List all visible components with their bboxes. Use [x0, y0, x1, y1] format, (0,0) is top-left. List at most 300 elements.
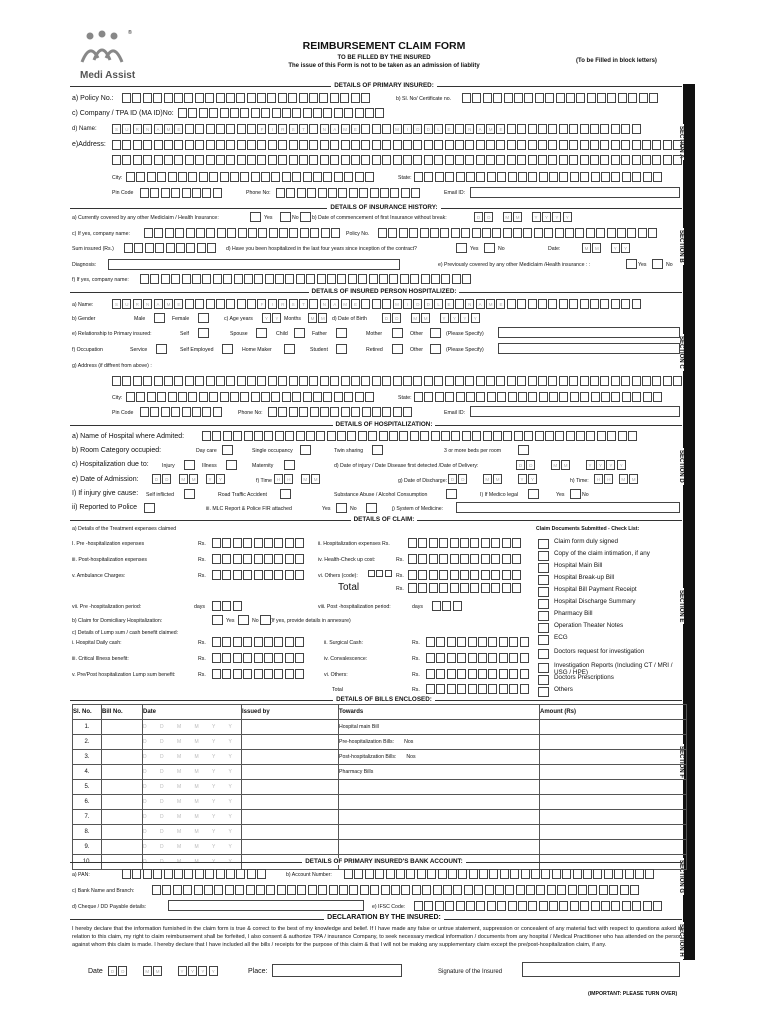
slno-label: b) Sl. No/ Certificate no. [396, 96, 452, 102]
female-checkbox[interactable] [198, 313, 209, 323]
prepost-lump-label: v. Pre/Post hospitalization Lump sum benefit: [72, 672, 176, 678]
c-phone-boxes[interactable] [268, 407, 413, 417]
tpa-label: c) Company / TPA ID (MA ID)No: [72, 110, 174, 117]
total-amount-boxes[interactable] [408, 583, 522, 593]
checklist-item-label: Hospital Main Bill [554, 562, 603, 569]
rel-mother-checkbox[interactable] [392, 328, 403, 338]
bill-towards-text: Post-hospitalization Bills: [339, 754, 397, 760]
dob-label: d) Date of Birth [332, 316, 367, 322]
discharge-label: g) Date of Discharge: [398, 478, 448, 484]
bill-date-cell[interactable]: D D M M Y Y [143, 735, 242, 750]
bill-issued-by-cell[interactable] [242, 735, 339, 750]
bill-issued-by-cell[interactable] [242, 810, 339, 825]
bill-amount-cell[interactable] [540, 840, 687, 855]
room-three-label: 3 or more beds per room [444, 448, 502, 454]
bill-row [73, 840, 687, 855]
f-company-boxes[interactable] [140, 274, 473, 284]
due-illness-checkbox[interactable] [226, 460, 237, 470]
turn-over-note: (IMPORTANT: PLEASE TURN OVER) [588, 991, 678, 997]
bill-towards-cell[interactable] [339, 735, 540, 750]
ifsc-label: e) IFSC Code: [372, 904, 406, 910]
phone-label: Phone No: [246, 190, 271, 196]
injury-cause-label: I) If injury give cause: [72, 490, 139, 497]
bill-amount-cell[interactable] [540, 795, 687, 810]
bill-row [73, 795, 687, 810]
bill-towards-cell[interactable] [339, 840, 540, 855]
bill-row [73, 750, 687, 765]
covered-yes-checkbox[interactable] [250, 212, 261, 222]
police-checkbox[interactable] [144, 503, 155, 513]
checklist-checkbox[interactable] [538, 551, 549, 561]
col-slno: Sl. No. [73, 705, 102, 720]
c-city-boxes[interactable] [126, 392, 375, 402]
hospitalized-no-label: No [498, 246, 505, 252]
bill-no-cell[interactable] [102, 720, 143, 735]
lumpsum-label: c) Details of Lump sum / cash benefit claimed: [72, 630, 179, 636]
occ-student-checkbox[interactable] [336, 344, 347, 354]
covered-no-box[interactable] [300, 212, 311, 222]
occ-specify-field[interactable] [498, 343, 680, 354]
post-hosp-label: iii. Post-hospitalization expenses [72, 557, 147, 563]
checklist-item-label: Hospital Discharge Summary [554, 598, 636, 605]
admission-label: e) Date of Admission: [72, 476, 139, 483]
pre-period-days: days [194, 604, 205, 610]
bill-sl-no: 4. [73, 765, 102, 780]
side-label-b: SECTION B [678, 230, 684, 263]
occ-retired-checkbox[interactable] [392, 344, 403, 354]
bill-no-cell[interactable] [102, 765, 143, 780]
place-field[interactable] [272, 964, 402, 977]
bill-issued-by-cell[interactable] [242, 765, 339, 780]
name-label: d) Name: [72, 126, 97, 132]
c-state-boxes[interactable] [414, 392, 663, 402]
medico-yes-checkbox[interactable] [570, 489, 581, 499]
bill-towards-cell[interactable] [339, 795, 540, 810]
declaration-text: I hereby declare that the information furnished in the claim form is true & correct to the best of my knowledge and belief. If I have made any false or untrue statement, suppression or concealent of any material fact with respect to questions asked in relation to this claim, my right to claim reimbursement shall be forfeited, I also consent & authorize TPA / insurance Company, to seek necessary medical information / documents from any hospital / Medical Practitioner who has attended on the person against whom this claim is made. I hereby declare that I have included all the bills / receipts for the purpose of this claim & that I will not be making any supplementary claim except the pre/post-hospitalization claim, if any. [72, 926, 682, 948]
bill-date-cell[interactable]: D D M M Y Y [143, 810, 242, 825]
due-maternity-checkbox[interactable] [284, 460, 295, 470]
state-boxes[interactable] [414, 172, 663, 182]
checklist-checkbox[interactable] [538, 675, 549, 685]
convalescence-rs: Rs. [412, 656, 420, 662]
medico-legal-checkbox[interactable] [528, 489, 539, 499]
section-b-heading: DETAILS OF INSURANCE HISTORY: [0, 204, 768, 211]
rel-child-label: Child [276, 331, 288, 337]
dob-boxes[interactable]: D D M M Y Y Y Y [382, 313, 481, 323]
side-label-d: SECTION D [678, 450, 684, 483]
hospital-name-label: a) Name of Hospital where Admited: [72, 433, 185, 440]
bill-sl-no: 10. [73, 855, 102, 870]
occ-service-checkbox[interactable] [156, 344, 167, 354]
pincode-label: Pin Code [112, 190, 134, 196]
block-letters-note: (To be Filled in block letters) [576, 58, 657, 64]
ambulance-rs: Rs. [198, 573, 206, 579]
others-code-label: vi. Others (code): [318, 573, 358, 579]
section-g-heading: DETAILS OF PRIMARY INSURED'S BANK ACCOUNT: [0, 858, 768, 865]
col-billno: Bill No. [102, 705, 143, 720]
room-three-checkbox[interactable] [518, 445, 529, 455]
age-years-boxes[interactable]: Y Y [262, 313, 283, 323]
bill-towards-cell[interactable] [339, 765, 540, 780]
bill-sl-no: 1. [73, 720, 102, 735]
checklist-checkbox[interactable] [538, 635, 549, 645]
domiciliary-yes-box[interactable] [212, 615, 223, 625]
bill-towards-cell[interactable] [339, 780, 540, 795]
critical-illness-rs: Rs. [198, 656, 206, 662]
bill-amount-cell[interactable] [540, 765, 687, 780]
col-date: Date [143, 705, 242, 720]
form-disclaimer: The issue of this Form is not to be taken as an admission of liablity [288, 63, 480, 69]
checklist-checkbox[interactable] [538, 623, 549, 633]
bank-label: c) Bank Name and Branch: [72, 888, 135, 894]
logo-text: Medi Assist [80, 70, 136, 81]
post-period-boxes[interactable] [432, 601, 463, 611]
f-company-label: f) If yes, company name: [72, 277, 129, 283]
bill-sl-no: 7. [73, 810, 102, 825]
total2-label: Total [332, 687, 343, 693]
diagnosis-field[interactable] [108, 259, 400, 270]
diagnosis-label: Diagnosis: [72, 262, 97, 268]
phone-boxes[interactable] [276, 188, 421, 198]
admission-date-boxes[interactable]: D D M M Y Y [152, 474, 226, 484]
months-label: Months [284, 316, 302, 322]
domiciliary-yes-label: Yes [226, 618, 235, 624]
bill-issued-by-cell[interactable] [242, 750, 339, 765]
checklist-checkbox[interactable] [538, 599, 549, 609]
bill-amount-cell[interactable] [540, 735, 687, 750]
email-label: Email ID: [444, 190, 466, 196]
domiciliary-no-label: No [252, 618, 259, 624]
policy-no-label: Policy No. [346, 231, 370, 237]
room-twin-checkbox[interactable] [372, 445, 383, 455]
occ-student-label: Student [310, 347, 328, 353]
bill-date-cell[interactable]: D D M M Y Y [143, 825, 242, 840]
prev-covered-no-checkbox[interactable] [652, 259, 663, 269]
covered-no-checkbox[interactable] [280, 212, 291, 222]
vi-others-boxes[interactable] [426, 669, 530, 679]
male-checkbox[interactable] [154, 313, 165, 323]
c-pincode-boxes[interactable] [140, 407, 223, 417]
ambulance-amount-boxes[interactable] [212, 570, 306, 580]
discharge-date-boxes[interactable]: D D M M Y Y [448, 474, 538, 484]
hospital-name-boxes[interactable] [202, 431, 638, 441]
checklist-checkbox[interactable] [538, 539, 549, 549]
section-a-heading: DETAILS OF PRIMARY INSURED: [0, 82, 768, 89]
annexure-note: (If yes, provide details in annexure) [270, 618, 351, 624]
checklist-item-label: Pharmacy Bill [554, 610, 593, 617]
total2-rs: Rs. [412, 687, 420, 693]
side-label-g: SECTION G [678, 860, 684, 894]
post-hosp-rs: Rs. [198, 557, 206, 563]
surgical-cash-label: ii. Surgical Cash: [324, 640, 363, 646]
hospitalized-question: d) Have you been hospitalized in the last four years since inception of the contract? [226, 246, 417, 252]
rel-father-label: Father [312, 331, 327, 337]
bill-no-cell[interactable] [102, 795, 143, 810]
bill-no-cell[interactable] [102, 840, 143, 855]
medico-yes-label: Yes [556, 492, 565, 498]
bill-towards-cell[interactable] [339, 810, 540, 825]
bill-row [73, 720, 687, 735]
bill-towards-cell[interactable] [339, 750, 540, 765]
bill-date-cell[interactable]: D D M M Y Y [143, 720, 242, 735]
daily-cash-boxes[interactable] [212, 637, 306, 647]
commencement-label: b) Date of commencement of first Insurance without break: [312, 215, 447, 221]
bill-amount-cell[interactable] [540, 720, 687, 735]
rel-mother-label: Mother [366, 331, 383, 337]
policy-label: a) Policy No.: [72, 95, 114, 102]
discharge-time-label: h) Time: [570, 478, 589, 484]
pre-hosp-label: I. Pre -hospitalization expenses [72, 541, 145, 547]
hospitalized-no-checkbox[interactable] [484, 243, 495, 253]
surgical-cash-boxes[interactable] [426, 637, 530, 647]
checkup-boxes[interactable] [408, 554, 522, 564]
checklist-item-label: Others [554, 686, 573, 693]
cause-rta-checkbox[interactable] [280, 489, 291, 499]
hospitalized-date-boxes[interactable]: M M Y Y [582, 243, 632, 253]
hospitalized-yes-label: Yes [470, 246, 479, 252]
mlc-no-checkbox[interactable] [366, 503, 377, 513]
due-maternity-label: Maternity [252, 463, 274, 469]
medico-legal-label: I) If Medico legal [480, 492, 519, 498]
cause-substance-label: Substance Abuse / Alcohol Consumption [334, 492, 428, 498]
checklist-item-label: Hospital Break-up Bill [554, 574, 615, 581]
col-amount: Amount (Rs) [540, 705, 687, 720]
decl-date-boxes[interactable]: D D M M Y Y Y Y [108, 966, 219, 976]
female-label: Female [172, 316, 190, 322]
c-email-field[interactable] [470, 406, 680, 417]
rel-specify-label: (Please Specify) [446, 331, 484, 337]
prev-covered-question: e) Previously covered by any other Mediclaim /Health insurance : : [438, 262, 591, 268]
bank-boxes[interactable] [152, 885, 640, 895]
rel-spouse-label: Spouse [230, 331, 248, 337]
rel-self-checkbox[interactable] [198, 328, 209, 338]
checklist-title: Claim Documents Submitted - Check List: [536, 526, 640, 532]
company-name-boxes[interactable] [144, 228, 341, 238]
pincode-boxes[interactable] [140, 188, 223, 198]
cause-selfinflicted-label: Self inflicted [146, 492, 174, 498]
pre-hosp-rs: Rs. [198, 541, 206, 547]
bill-towards-cell[interactable] [339, 825, 540, 840]
age-label: c) Age years [224, 316, 253, 322]
bill-row [73, 765, 687, 780]
checklist-checkbox[interactable] [538, 611, 549, 621]
checklist-item-label: Operation Theater Notes [554, 622, 624, 629]
critical-illness-label: iii. Critical Illness benefit: [72, 656, 129, 662]
medico-no-label: No [582, 492, 589, 498]
others-code-boxes[interactable] [368, 570, 393, 577]
prepost-lump-boxes[interactable] [212, 669, 306, 679]
rel-specify-field[interactable] [498, 327, 680, 338]
discharge-time-boxes[interactable]: H H M M [594, 474, 640, 484]
date-injury-label: d) Date of injury / Date Disease first detected /Date of Delivery: [334, 463, 479, 469]
rel-child-checkbox[interactable] [294, 328, 305, 338]
room-single-label: Single occupancy [252, 448, 293, 454]
email-field[interactable] [470, 187, 680, 198]
occupation-label: f) Occupation [72, 347, 103, 353]
room-category-label: b) Room Category occupied: [72, 447, 162, 454]
room-daycare-checkbox[interactable] [222, 445, 233, 455]
bill-row [73, 780, 687, 795]
bill-sl-no: 8. [73, 825, 102, 840]
checklist-checkbox[interactable] [538, 649, 549, 659]
ifsc-boxes[interactable] [414, 901, 663, 911]
bill-date-cell[interactable]: D D M M Y Y [143, 840, 242, 855]
checklist-checkbox[interactable] [538, 575, 549, 585]
hosp-due-label: c) Hospitalization due to: [72, 461, 149, 468]
bill-amount-cell[interactable] [540, 780, 687, 795]
checklist-checkbox[interactable] [538, 663, 549, 673]
hosp-expenses-boxes[interactable] [408, 538, 522, 548]
convalescence-label: iv. Convalescence: [324, 656, 368, 662]
policy-no-boxes[interactable] [378, 228, 659, 238]
ambulance-label: v. Ambulance Charges: [72, 573, 126, 579]
system-medicine-label: j) System of Medicine: [392, 506, 444, 512]
due-illness-label: Illness [202, 463, 217, 469]
post-period-label: viii. Post -hospitalization period: [318, 604, 391, 610]
company-name-label: c) If yes, company name: [72, 231, 130, 237]
bills-header-row [73, 705, 687, 720]
checklist-item-label: Investigation Reports (Including CT / MRI / USG / HPE) [554, 662, 673, 676]
admission-time-label: f) Time [256, 478, 272, 484]
sum-insured-boxes[interactable] [124, 243, 218, 253]
c-pincode-label: Pin Code [112, 410, 134, 416]
section-f-heading: DETAILS OF BILLS ENCLOSED: [0, 696, 768, 703]
bill-issued-by-cell[interactable] [242, 840, 339, 855]
prev-covered-yes-checkbox[interactable] [626, 259, 637, 269]
convalescence-boxes[interactable] [426, 653, 530, 663]
bill-issued-by-cell[interactable] [242, 780, 339, 795]
vi-others-label: vi. Others: [324, 672, 348, 678]
bill-row [73, 825, 687, 840]
covered-question: a) Currently covered by any other Mediclaim / Health Insurance: [72, 215, 219, 221]
account-boxes[interactable] [344, 869, 656, 879]
bill-date-cell[interactable]: D D M M Y Y [143, 795, 242, 810]
bill-no-cell[interactable] [102, 735, 143, 750]
room-daycare-label: Day care [196, 448, 217, 454]
rel-father-checkbox[interactable] [336, 328, 347, 338]
address-boxes-2[interactable] [112, 155, 683, 165]
c-address-label: g) Address (if diffrent from above) : [72, 363, 152, 369]
admission-time-boxes[interactable]: H H M M [274, 474, 322, 484]
total-rs: Rs. [396, 586, 404, 592]
side-label-f: SECTION F [678, 746, 684, 779]
bill-nos-text: Nos [406, 754, 416, 760]
post-hosp-amount-boxes[interactable] [212, 554, 306, 564]
tpa-boxes[interactable] [178, 108, 386, 118]
col-towards: Towards [339, 705, 540, 720]
bill-issued-by-cell[interactable] [242, 825, 339, 840]
cheque-field[interactable] [168, 900, 364, 911]
bill-no-cell[interactable] [102, 825, 143, 840]
checklist-item-label: Claim form duly signed [554, 538, 619, 545]
date-injury-boxes[interactable]: D D M M Y Y Y Y [516, 460, 627, 470]
others-amount-boxes[interactable] [408, 570, 522, 580]
due-injury-checkbox[interactable] [184, 460, 195, 470]
c-city-label: City: [112, 395, 123, 401]
pre-period-boxes[interactable] [212, 601, 243, 611]
signature-field[interactable] [522, 962, 680, 977]
commencement-date-boxes[interactable]: D D M M Y Y Y Y [474, 212, 573, 222]
pan-boxes[interactable] [122, 869, 267, 879]
hosp-person-name-boxes[interactable]: S U R N A M E F I R S T N A M E M I D D L E N A M E [112, 299, 642, 309]
bill-amount-cell[interactable] [540, 825, 687, 840]
pre-hosp-amount-boxes[interactable] [212, 538, 306, 548]
critical-illness-boxes[interactable] [212, 653, 306, 663]
name-boxes[interactable]: S U R N A M E F I R S T N A M E M I D D L E N A M E [112, 124, 642, 134]
rel-other-checkbox[interactable] [430, 328, 441, 338]
side-label-a: SECTION A [678, 126, 684, 159]
post-period-days: days [412, 604, 423, 610]
checkup-rs: Rs. [396, 557, 404, 563]
checklist-checkbox[interactable] [538, 563, 549, 573]
checklist-item-label: Doctors request for investigation [554, 648, 645, 655]
police-label: ii) Reported to Police [72, 504, 137, 511]
c-phone-label: Phone No: [238, 410, 263, 416]
bill-date-cell[interactable]: D D M M Y Y [143, 780, 242, 795]
bill-issued-by-cell[interactable] [242, 795, 339, 810]
bill-sl-no: 9. [73, 840, 102, 855]
bill-amount-cell[interactable] [540, 810, 687, 825]
occ-homemaker-checkbox[interactable] [284, 344, 295, 354]
hospitalized-yes-checkbox[interactable] [456, 243, 467, 253]
city-boxes[interactable] [126, 172, 375, 182]
side-label-e: SECTION E [678, 590, 684, 623]
occ-other-label: Other [410, 347, 423, 353]
prev-covered-yes-label: Yes [638, 262, 647, 268]
rel-spouse-checkbox[interactable] [256, 328, 267, 338]
decl-date-label: Date [88, 968, 103, 975]
bill-no-cell[interactable] [102, 780, 143, 795]
address-boxes-1[interactable] [112, 140, 683, 150]
pan-label: a) PAN: [72, 872, 90, 878]
occ-selfemp-checkbox[interactable] [222, 344, 233, 354]
bill-date-cell[interactable]: D D M M Y Y [143, 750, 242, 765]
bills-table [72, 704, 687, 870]
room-single-checkbox[interactable] [300, 445, 311, 455]
bill-date-cell[interactable]: D D M M Y Y [143, 765, 242, 780]
hosp-person-name-label: a) Name: [72, 302, 94, 308]
bill-no-cell[interactable] [102, 750, 143, 765]
bill-issued-by-cell[interactable] [242, 720, 339, 735]
total2-boxes[interactable] [426, 684, 530, 694]
bill-sl-no: 3. [73, 750, 102, 765]
cause-substance-checkbox[interactable] [446, 489, 457, 499]
bill-amount-cell[interactable] [540, 750, 687, 765]
bill-row [73, 735, 687, 750]
side-label-c: SECTION C [678, 336, 684, 369]
others-rs: Rs. [396, 573, 404, 579]
mlc-yes-checkbox[interactable] [336, 503, 347, 513]
policy-number-boxes[interactable] [122, 93, 371, 103]
bill-no-cell[interactable] [102, 810, 143, 825]
cause-selfinflicted-checkbox[interactable] [184, 489, 195, 499]
domiciliary-yes-checkbox[interactable] [238, 615, 249, 625]
slno-boxes[interactable] [462, 93, 659, 103]
c-email-label: Email ID: [444, 410, 466, 416]
total-label: Total [338, 582, 360, 593]
bill-towards-cell[interactable] [339, 720, 540, 735]
age-months-boxes[interactable]: M M [308, 313, 329, 323]
daily-cash-label: i. Hospital Daily cash: [72, 640, 122, 646]
system-medicine-field[interactable] [456, 502, 680, 513]
bill-date-cell[interactable]: D D M M Y Y [143, 855, 242, 870]
occ-other-checkbox[interactable] [430, 344, 441, 354]
checklist-checkbox[interactable] [538, 587, 549, 597]
cheque-label: d) Cheque / DD Payable details: [72, 904, 147, 910]
occ-selfemp-label: Self Employed [180, 347, 214, 353]
bill-towards-text: Pre-hospitalization Bills: [339, 739, 395, 745]
c-address-boxes-1[interactable] [112, 376, 683, 386]
